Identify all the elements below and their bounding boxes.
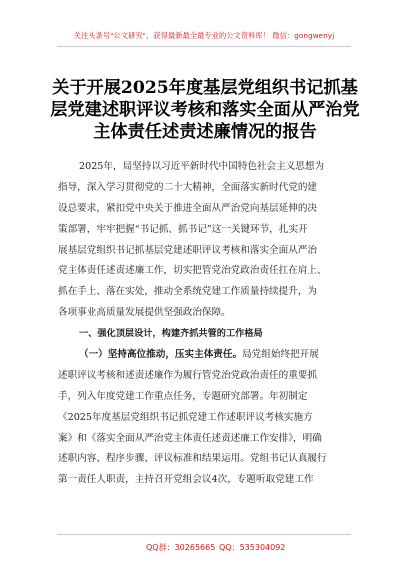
body-line (58, 345, 352, 366)
subheading-text: （一）坚持高位推动，压实主体责任。 (79, 349, 243, 361)
body-text: 《2025年度基层党组织书记抓党建工作述职评议考核实施方 (58, 411, 313, 423)
body-text: 手，列入年度党建工作重点任务，专题研究部署。年初制定 (58, 390, 308, 402)
title-line: 关于开展2025年度基层党组织书记抓基 (52, 78, 358, 98)
body-line (58, 366, 352, 387)
body-text: 局党组始终把开展 (242, 349, 319, 361)
body-line (58, 261, 352, 282)
body-text: 策部署，牢牢把握“书记抓、抓书记”这一关键环节，扎实开 (58, 223, 308, 235)
body-text: 述职内容、程序步骤、评议标准和结果运用。党组书记认真履行 (58, 453, 327, 465)
body-text: 党主体责任述责述廉工作，切实把管党治党政治责任扛在肩上、 (58, 265, 327, 277)
body-line (58, 449, 352, 470)
body-text: 展基层党组织书记抓基层党建述职评议考核和落实全面从严治 (58, 244, 318, 256)
body-line (58, 429, 352, 450)
body-text: 抓在手上、落在实处，推动全系统党建工作质量持续提升，为 (58, 286, 318, 298)
document-title (44, 77, 366, 143)
body-text: 指导，深入学习贯彻党的二十大精神，全面落实新时代党的建 (58, 181, 318, 193)
header-banner (0, 0, 408, 58)
body-line (58, 157, 352, 178)
body-text: 设总要求，紧扣党中央关于推进全面从严治党向基层延伸的决 (58, 202, 318, 214)
document-body (58, 157, 352, 491)
body-line (58, 241, 352, 262)
body-text: 一、强化顶层设计，构建齐抓共管的工作格局 (79, 328, 263, 340)
body-text: 2025年，局坚持以习近平新时代中国特色社会主义思想为 (79, 161, 325, 172)
body-line (58, 303, 352, 324)
section-heading (58, 324, 352, 345)
body-text: 述职评议考核和述责述廉作为履行管党治党政治责任的重要抓 (58, 369, 318, 381)
body-line (58, 408, 352, 429)
body-text: 各项事业高质量发展提供坚强政治保障。 (58, 307, 231, 319)
body-line (58, 199, 352, 220)
body-line (58, 220, 352, 241)
header-divider (57, 46, 351, 47)
header-banner-text: 关注头条号"公文研究"，获得最新最全最专业的公文资料库！ 微信：gongwenyj (73, 31, 335, 40)
footer-divider (57, 534, 351, 535)
body-line (58, 470, 352, 491)
body-text: 第一责任人职责，主持召开党组会议4次，专题听取党建工作 (58, 474, 314, 486)
footer-banner (0, 532, 408, 580)
body-text: 案》和《落实全面从严治党主体责任述责述廉工作安排》，明确 (58, 432, 322, 444)
title-line: 主体责任述责述廉情况的报告 (93, 122, 317, 142)
footer-qq: QQ：535304092 (219, 543, 286, 552)
footer-qq-group: QQ群：30265665 (146, 543, 216, 552)
body-line (58, 387, 352, 408)
body-line (58, 282, 352, 303)
title-line: 层党建述职评议考核和落实全面从严治党 (50, 100, 360, 120)
body-line (58, 178, 352, 199)
